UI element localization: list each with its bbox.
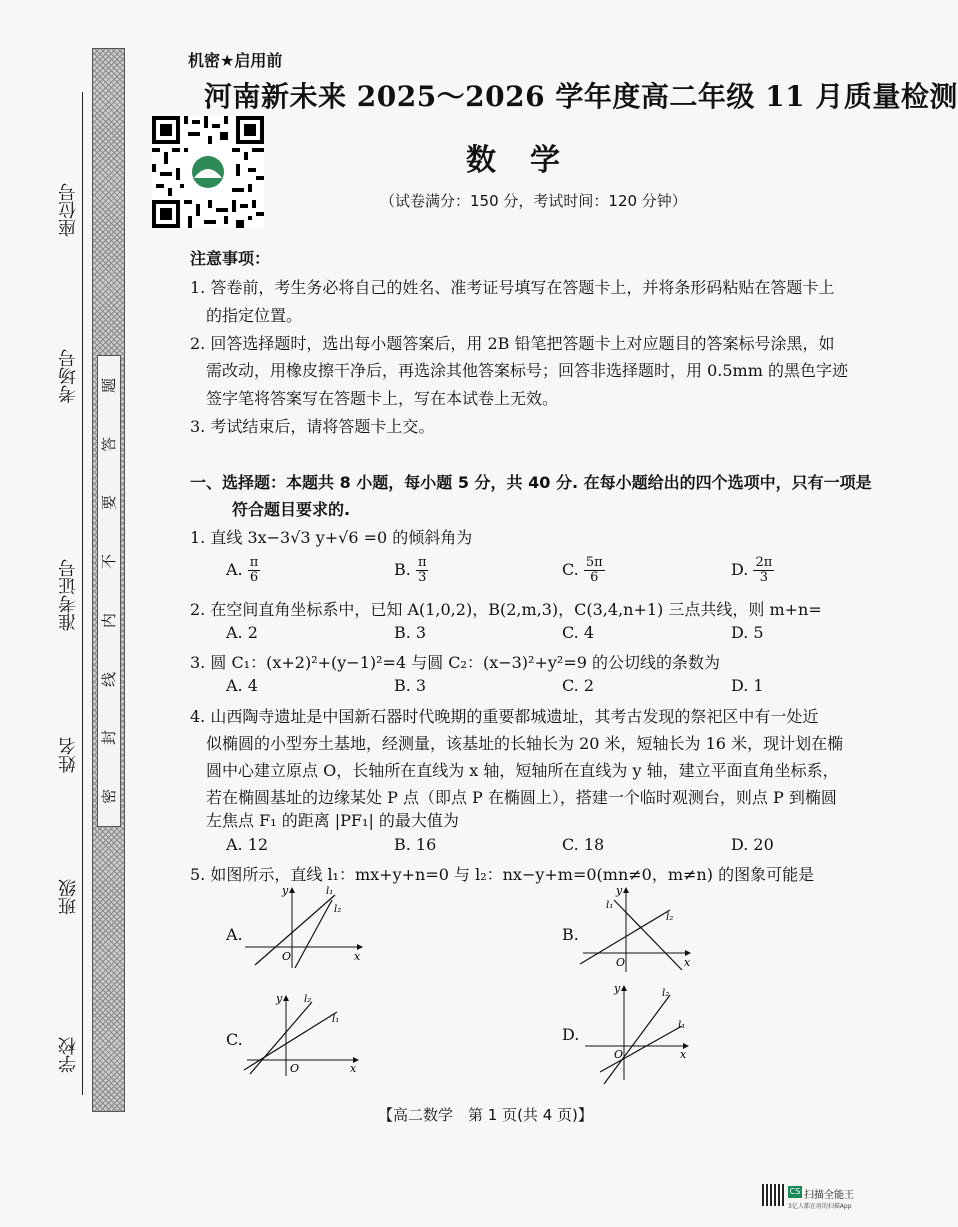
scanner-watermark	[762, 1182, 852, 1218]
graph-l1-label: l₁	[326, 886, 334, 897]
notice-line: 需改动，用橡皮擦干净后，再选涂其他答案标号；回答非选择题时，用 0.5mm 的黑色字迹	[206, 361, 848, 380]
q4-option-d: D. 20	[731, 835, 774, 854]
name-label: 姓名	[58, 737, 79, 773]
qr-code-icon	[152, 116, 264, 228]
scanner-badge: CS	[789, 1187, 801, 1196]
q2-option-d: D. 5	[731, 623, 764, 642]
q5-graph-d	[580, 980, 695, 1085]
seal-char: 题	[100, 377, 119, 393]
q1-option-b-label: B.	[394, 560, 411, 579]
seat-number-label: 座位号	[58, 183, 79, 237]
q5-option-a-label: A.	[226, 925, 243, 944]
seal-line-notice	[97, 355, 121, 827]
graph-l1-label: l₁	[606, 900, 614, 911]
q1-option-c	[562, 556, 605, 585]
graph-y-label: y	[616, 884, 623, 897]
seal-char: 答	[100, 436, 119, 452]
question-2-stem: 2. 在空间直角坐标系中，已知 A(1,0,2)，B(2,m,3)，C(3,4,n+1) 三点共线，则 m+n=	[190, 600, 822, 619]
graph-y-label: y	[276, 992, 283, 1005]
seal-char: 不	[100, 554, 119, 570]
q1-option-d-value	[753, 556, 774, 585]
frac-numerator: 2π	[755, 555, 773, 570]
q3-option-c: C. 2	[562, 676, 595, 695]
q1-option-a-label: A.	[226, 560, 243, 579]
graph-origin: O	[614, 1048, 624, 1061]
question-4-line: 似椭圆的小型夯土基地，经测量，该基址的长轴长为 20 米，短轴长为 16 米，现计划在椭	[206, 734, 844, 753]
seat-number-line	[82, 92, 83, 252]
graph-origin: O	[616, 956, 626, 969]
graph-l1-label: l₁	[332, 1014, 340, 1025]
graph-l2-label: l₂	[304, 994, 312, 1005]
graph-x-label: x	[680, 1048, 687, 1061]
seal-char: 线	[100, 671, 119, 687]
graph-y-label: y	[614, 982, 621, 995]
q5-graph-a	[240, 880, 370, 970]
graph-y-label: y	[282, 884, 289, 897]
class-label: 班级	[58, 879, 79, 915]
graph-l2-label: l₂	[662, 988, 670, 999]
q5-option-d-label: D.	[562, 1025, 580, 1044]
page-footer: 【高二数学 第 1 页(共 4 页)】	[378, 1106, 593, 1124]
frac-denominator: 3	[418, 570, 427, 585]
frac-numerator: π	[417, 555, 427, 570]
exam-room-line	[82, 250, 83, 420]
notice-line: 1. 答卷前，考生务必将自己的姓名、准考证号填写在答题卡上，并将条形码粘贴在答题卡上	[190, 278, 835, 297]
graph-origin: O	[290, 1062, 300, 1075]
section-heading-cont: 符合题目要求的.	[232, 500, 351, 519]
q4-option-c: C. 18	[562, 835, 605, 854]
q3-option-d: D. 1	[731, 676, 764, 695]
q1-option-b	[394, 556, 428, 585]
question-4-line: 左焦点 F₁ 的距离 |PF₁| 的最大值为	[206, 811, 459, 830]
question-1-stem: 1. 直线 3x−3√3 y+√6 =0 的倾斜角为	[190, 528, 473, 547]
scanner-name: 扫描全能王	[804, 1190, 854, 1201]
q1-option-c-value	[584, 556, 605, 585]
q4-option-a: A. 12	[226, 835, 269, 854]
q5-option-b-label: B.	[562, 925, 579, 944]
school-label: 学校	[58, 1037, 79, 1073]
q2-option-a: A. 2	[226, 623, 258, 642]
q5-graph-b	[578, 880, 698, 975]
graph-l1-label: l₁	[678, 1020, 686, 1031]
notice-line: 签字笔将答案写在答题卡上，写在本试卷上无效。	[206, 389, 559, 408]
notice-line: 2. 回答选择题时，选出每小题答案后，用 2B 铅笔把答题卡上对应题目的答案标号涂黑，如	[190, 334, 835, 353]
admission-number-label: 准考证号	[58, 559, 79, 631]
q1-option-a-value	[248, 556, 261, 585]
q3-option-b: B. 3	[394, 676, 427, 695]
graph-l2-label: l₂	[666, 912, 674, 923]
frac-denominator: 6	[590, 570, 599, 585]
seal-char: 密	[100, 789, 119, 805]
notice-heading: 注意事项：	[190, 249, 271, 268]
question-4-line: 若在椭圆基址的边缘某处 P 点（即点 P 在椭圆上），搭建一个临时观测台，则点 P 到椭圆	[206, 788, 837, 807]
frac-numerator: π	[249, 555, 259, 570]
graph-origin: O	[282, 950, 292, 963]
frac-denominator: 3	[759, 570, 768, 585]
notice-line: 的指定位置。	[206, 306, 303, 325]
graph-l2-label: l₂	[334, 904, 342, 915]
q5-graph-c	[242, 990, 367, 1078]
scanner-qr-icon	[762, 1184, 784, 1206]
q2-option-b: B. 3	[394, 623, 427, 642]
section-heading: 一、选择题：本题共 8 小题，每小题 5 分，共 40 分. 在每小题给出的四个选项中，只有一项是	[190, 473, 872, 492]
class-line	[82, 810, 83, 975]
q3-option-a: A. 4	[226, 676, 258, 695]
seal-char: 封	[100, 730, 119, 746]
name-line	[82, 670, 83, 810]
seal-char: 要	[100, 495, 119, 511]
frac-numerator: 5π	[585, 555, 603, 570]
q1-option-d	[731, 556, 774, 585]
q4-option-b: B. 16	[394, 835, 437, 854]
graph-x-label: x	[354, 950, 361, 963]
frac-denominator: 6	[249, 570, 259, 585]
question-4-line: 4. 山西陶寺遗址是中国新石器时代晚期的重要都城遗址，其考古发现的祭祀区中有一处近	[190, 707, 819, 726]
graph-x-label: x	[684, 956, 691, 969]
question-5-stem: 5. 如图所示，直线 l₁：mx+y+n=0 与 l₂：nx−y+m=0(mn≠0，m≠n) 的图象可能是	[190, 865, 815, 884]
exam-info: （试卷满分：150 分，考试时间：120 分钟）	[380, 192, 687, 210]
q1-option-c-label: C.	[562, 560, 579, 579]
question-4-line: 圆中心建立原点 O，长轴所在直线为 x 轴，短轴所在直线为 y 轴，建立平面直角坐标系，	[206, 761, 839, 780]
scanner-subtext: 3亿人都在用的扫描App	[788, 1203, 852, 1210]
exam-title: 河南新未来 2025～2026 学年度高二年级 11 月质量检测	[204, 80, 958, 113]
notice-line: 3. 考试结束后，请将答题卡上交。	[190, 417, 435, 436]
question-3-stem: 3. 圆 C₁：(x+2)²+(y−1)²=4 与圆 C₂：(x−3)²+y²=9 的公切线的条数为	[190, 653, 720, 672]
q1-option-b-value	[416, 556, 429, 585]
q1-option-a	[226, 556, 260, 585]
confidential-mark: 机密★启用前	[188, 51, 283, 70]
q1-option-d-label: D.	[731, 560, 749, 579]
seal-char: 内	[100, 612, 119, 628]
graph-x-label: x	[350, 1062, 357, 1075]
admission-number-line	[82, 420, 83, 670]
exam-room-label: 考场号	[58, 349, 79, 403]
subject-title: 数学	[466, 143, 594, 178]
school-line	[82, 975, 83, 1095]
q2-option-c: C. 4	[562, 623, 595, 642]
q5-option-c-label: C.	[226, 1030, 243, 1049]
qr-code[interactable]	[152, 116, 264, 228]
